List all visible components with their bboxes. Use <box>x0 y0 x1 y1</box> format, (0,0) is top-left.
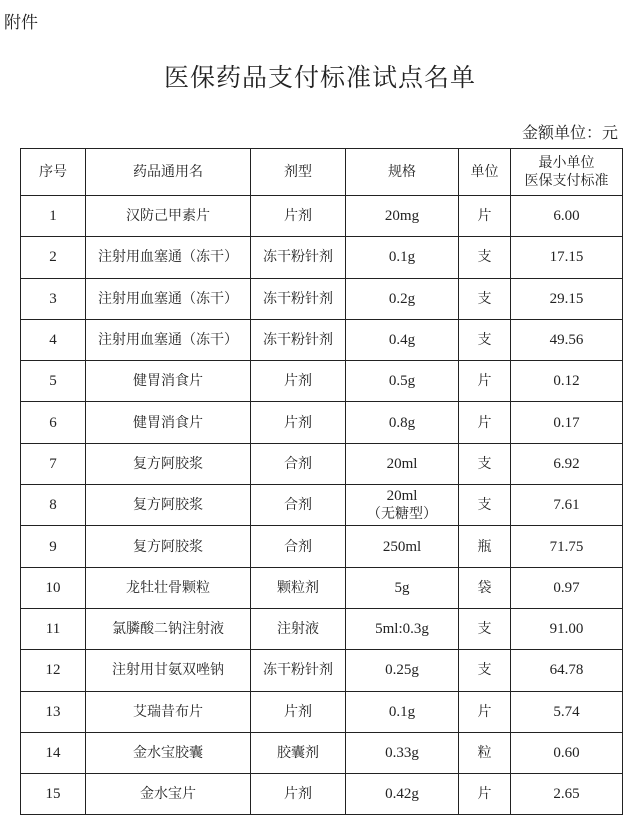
table-row <box>21 567 623 608</box>
cell-drug-name: 龙牡壮骨颗粒 <box>86 567 251 608</box>
spec-value: 20ml <box>386 455 418 472</box>
cell-specification <box>346 526 459 567</box>
cell-specification <box>346 196 459 237</box>
cell-drug-name: 复方阿胶浆 <box>86 526 251 567</box>
cell-drug-name: 健胃消食片 <box>86 402 251 443</box>
cell-unit: 支 <box>459 443 511 484</box>
cell-drug-name: 金水宝胶囊 <box>86 732 251 773</box>
cell-unit: 支 <box>459 237 511 278</box>
spec-value: 0.42g <box>385 786 419 803</box>
cell-drug-name: 注射用血塞通（冻干） <box>86 319 251 360</box>
spec-value: 0.5g <box>388 373 416 390</box>
cell-payment-standard: 29.15 <box>511 278 623 319</box>
cell-payment-standard: 71.75 <box>511 526 623 567</box>
cell-specification <box>346 443 459 484</box>
cell-index: 14 <box>21 732 86 773</box>
header-specification: 规格 <box>346 149 459 196</box>
header-unit: 单位 <box>459 149 511 196</box>
cell-index: 15 <box>21 774 86 815</box>
spec-value: 250ml <box>382 538 422 555</box>
spec-value: 0.25g <box>385 662 419 679</box>
cell-index: 13 <box>21 691 86 732</box>
cell-dosage-form: 冻干粉针剂 <box>251 650 346 691</box>
cell-dosage-form: 颗粒剂 <box>251 567 346 608</box>
cell-dosage-form: 胶囊剂 <box>251 732 346 773</box>
cell-unit: 粒 <box>459 732 511 773</box>
cell-unit: 片 <box>459 691 511 732</box>
cell-payment-standard: 5.74 <box>511 691 623 732</box>
table-row <box>21 650 623 691</box>
cell-specification <box>346 650 459 691</box>
cell-dosage-form: 片剂 <box>251 691 346 732</box>
cell-index: 1 <box>21 196 86 237</box>
spec-value: 0.8g <box>388 414 416 431</box>
cell-index: 9 <box>21 526 86 567</box>
cell-payment-standard: 7.61 <box>511 485 623 526</box>
table-row <box>21 774 623 815</box>
drug-price-table <box>20 148 623 815</box>
cell-specification <box>346 402 459 443</box>
document-title: 医保药品支付标准试点名单 <box>163 63 476 92</box>
cell-dosage-form: 注射液 <box>251 608 346 649</box>
cell-drug-name: 氯膦酸二钠注射液 <box>86 608 251 649</box>
header-dosage-form: 剂型 <box>251 149 346 196</box>
table-row <box>21 443 623 484</box>
cell-unit: 支 <box>459 485 511 526</box>
cell-payment-standard: 64.78 <box>511 650 623 691</box>
cell-dosage-form: 冻干粉针剂 <box>251 278 346 319</box>
cell-dosage-form: 片剂 <box>251 402 346 443</box>
cell-drug-name: 注射用甘氨双唑钠 <box>86 650 251 691</box>
cell-unit: 片 <box>459 361 511 402</box>
spec-note: （无糖型） <box>367 506 437 522</box>
header-payment-line1: 最小单位 <box>538 155 595 171</box>
cell-specification <box>346 278 459 319</box>
cell-specification <box>346 361 459 402</box>
currency-unit-note: 金额单位：元 <box>521 123 618 142</box>
cell-specification <box>346 608 459 649</box>
cell-unit: 袋 <box>459 567 511 608</box>
table-row <box>21 608 623 649</box>
cell-index: 11 <box>21 608 86 649</box>
cell-dosage-form: 片剂 <box>251 196 346 237</box>
cell-drug-name: 艾瑞昔布片 <box>86 691 251 732</box>
spec-value: 0.1g <box>388 249 416 266</box>
table-row <box>21 319 623 360</box>
cell-specification <box>346 774 459 815</box>
table-row <box>21 526 623 567</box>
cell-drug-name: 复方阿胶浆 <box>86 443 251 484</box>
cell-dosage-form: 冻干粉针剂 <box>251 319 346 360</box>
cell-payment-standard: 0.17 <box>511 402 623 443</box>
cell-drug-name: 复方阿胶浆 <box>86 485 251 526</box>
cell-unit: 支 <box>459 278 511 319</box>
cell-dosage-form: 片剂 <box>251 774 346 815</box>
cell-index: 12 <box>21 650 86 691</box>
cell-payment-standard: 2.65 <box>511 774 623 815</box>
cell-drug-name: 健胃消食片 <box>86 361 251 402</box>
cell-unit: 支 <box>459 650 511 691</box>
cell-specification <box>346 691 459 732</box>
cell-specification <box>346 237 459 278</box>
cell-index: 3 <box>21 278 86 319</box>
cell-payment-standard: 6.00 <box>511 196 623 237</box>
cell-payment-standard: 0.60 <box>511 732 623 773</box>
spec-value: 0.2g <box>388 290 416 307</box>
table-row <box>21 732 623 773</box>
cell-drug-name: 汉防己甲素片 <box>86 196 251 237</box>
cell-drug-name: 注射用血塞通（冻干） <box>86 237 251 278</box>
table-row <box>21 485 623 526</box>
cell-index: 10 <box>21 567 86 608</box>
cell-unit: 支 <box>459 319 511 360</box>
spec-value: 20ml <box>386 487 418 504</box>
cell-specification <box>346 485 459 526</box>
header-payment-standard <box>511 149 623 196</box>
cell-dosage-form: 片剂 <box>251 361 346 402</box>
cell-specification <box>346 732 459 773</box>
cell-dosage-form: 冻干粉针剂 <box>251 237 346 278</box>
header-payment-line2: 医保支付标准 <box>524 173 609 189</box>
cell-payment-standard: 17.15 <box>511 237 623 278</box>
spec-value: 0.33g <box>385 745 419 761</box>
cell-payment-standard: 91.00 <box>511 608 623 649</box>
cell-unit: 片 <box>459 774 511 815</box>
cell-payment-standard: 49.56 <box>511 319 623 360</box>
header-index: 序号 <box>21 149 86 196</box>
cell-index: 6 <box>21 402 86 443</box>
cell-dosage-form: 合剂 <box>251 443 346 484</box>
cell-unit: 片 <box>459 402 511 443</box>
table-row <box>21 402 623 443</box>
header-drug-name: 药品通用名 <box>86 149 251 196</box>
table-header-row <box>21 149 623 196</box>
cell-unit: 支 <box>459 608 511 649</box>
cell-index: 5 <box>21 361 86 402</box>
table-row <box>21 361 623 402</box>
cell-unit: 片 <box>459 196 511 237</box>
cell-dosage-form: 合剂 <box>251 526 346 567</box>
spec-value: 0.4g <box>388 332 416 349</box>
table-row <box>21 237 623 278</box>
cell-payment-standard: 0.97 <box>511 567 623 608</box>
spec-value: 5ml:0.3g <box>375 621 429 638</box>
cell-unit: 瓶 <box>459 526 511 567</box>
spec-value: 5g <box>394 579 410 596</box>
cell-index: 4 <box>21 319 86 360</box>
cell-drug-name: 金水宝片 <box>86 774 251 815</box>
spec-value: 0.1g <box>388 703 416 720</box>
table-row <box>21 278 623 319</box>
cell-payment-standard: 0.12 <box>511 361 623 402</box>
cell-specification <box>346 319 459 360</box>
attachment-label: 附件 <box>4 13 38 33</box>
table-row <box>21 196 623 237</box>
cell-drug-name: 注射用血塞通（冻干） <box>86 278 251 319</box>
cell-specification <box>346 567 459 608</box>
cell-index: 2 <box>21 237 86 278</box>
table-row <box>21 691 623 732</box>
spec-value: 20mg <box>384 208 420 225</box>
cell-index: 7 <box>21 443 86 484</box>
cell-index: 8 <box>21 485 86 526</box>
cell-dosage-form: 合剂 <box>251 485 346 526</box>
cell-payment-standard: 6.92 <box>511 443 623 484</box>
